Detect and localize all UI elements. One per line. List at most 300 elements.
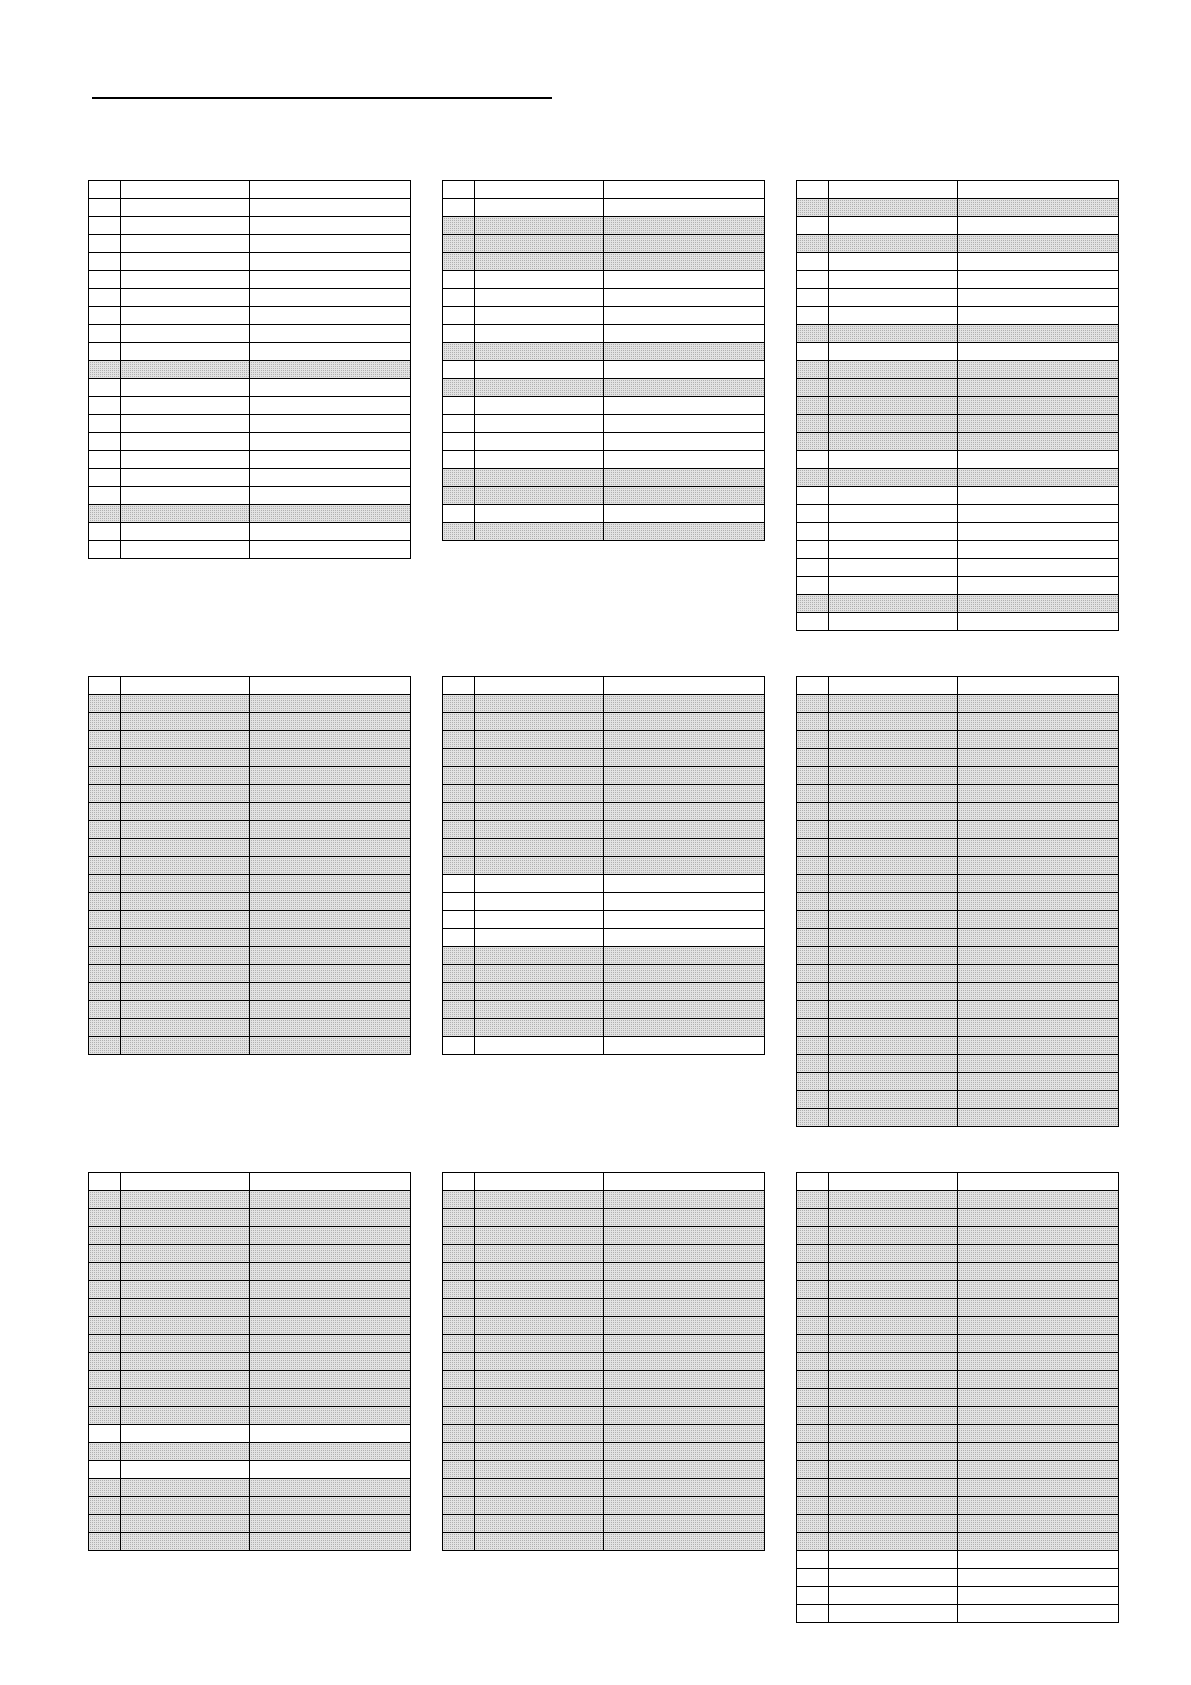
table-cell — [250, 505, 411, 523]
table-cell — [604, 911, 765, 929]
table-cell — [797, 677, 829, 695]
table-cell — [797, 1245, 829, 1263]
table-row — [443, 1425, 765, 1443]
table-row — [797, 695, 1119, 713]
table-cell — [443, 1001, 475, 1019]
table-row — [443, 271, 765, 289]
table-cell — [797, 785, 829, 803]
table-cell — [797, 767, 829, 785]
table-cell — [604, 487, 765, 505]
table-cell — [829, 1091, 958, 1109]
table-cell — [797, 415, 829, 433]
table-cell — [604, 1299, 765, 1317]
table-cell — [958, 1407, 1119, 1425]
table-row — [797, 1263, 1119, 1281]
table-cell — [475, 1001, 604, 1019]
table-cell — [829, 253, 958, 271]
table-cell — [829, 271, 958, 289]
table-cell — [829, 1019, 958, 1037]
table-row — [443, 1407, 765, 1425]
table-row — [797, 1551, 1119, 1569]
table-row — [443, 1209, 765, 1227]
table-cell — [475, 1479, 604, 1497]
table-row — [797, 271, 1119, 289]
table-cell — [443, 217, 475, 235]
table-cell — [958, 523, 1119, 541]
table-cell — [604, 217, 765, 235]
table-row — [89, 1173, 411, 1191]
table-cell — [443, 875, 475, 893]
table-cell — [829, 199, 958, 217]
table-row — [797, 731, 1119, 749]
table-cell — [121, 731, 250, 749]
table-cell — [475, 1299, 604, 1317]
table-cell — [443, 1263, 475, 1281]
table-cell — [829, 1245, 958, 1263]
table-cell — [89, 217, 121, 235]
table-cell — [89, 1461, 121, 1479]
table-row — [797, 1353, 1119, 1371]
table-row — [797, 1371, 1119, 1389]
table-cell — [797, 1209, 829, 1227]
table-cell — [475, 1335, 604, 1353]
table-row — [443, 289, 765, 307]
table-cell — [829, 1335, 958, 1353]
table-cell — [797, 1263, 829, 1281]
table-cell — [604, 1001, 765, 1019]
table-cell — [250, 181, 411, 199]
table-cell — [121, 839, 250, 857]
table-cell — [121, 857, 250, 875]
table-cell — [829, 1281, 958, 1299]
table-row — [443, 1173, 765, 1191]
table-cell — [250, 767, 411, 785]
grid-table-r2c3 — [796, 676, 1119, 1127]
table-cell — [829, 713, 958, 731]
table-cell — [797, 1299, 829, 1317]
table-cell — [475, 1019, 604, 1037]
table-cell — [958, 541, 1119, 559]
table-cell — [829, 505, 958, 523]
table-row — [89, 1371, 411, 1389]
table-cell — [604, 965, 765, 983]
table-cell — [797, 595, 829, 613]
table-cell — [797, 325, 829, 343]
table-row — [797, 1109, 1119, 1127]
table-cell — [89, 325, 121, 343]
table-row — [89, 1191, 411, 1209]
table-cell — [958, 181, 1119, 199]
table-cell — [958, 1335, 1119, 1353]
table-cell — [443, 343, 475, 361]
table-cell — [250, 397, 411, 415]
table-row — [443, 361, 765, 379]
table-row — [797, 1091, 1119, 1109]
table-cell — [797, 1551, 829, 1569]
table-cell — [829, 821, 958, 839]
table-cell — [604, 289, 765, 307]
table-cell — [89, 1037, 121, 1055]
table-cell — [797, 379, 829, 397]
table-row — [797, 767, 1119, 785]
table-row — [797, 613, 1119, 631]
table-cell — [250, 713, 411, 731]
table-cell — [475, 857, 604, 875]
table-cell — [475, 1191, 604, 1209]
table-cell — [443, 1317, 475, 1335]
table-cell — [250, 695, 411, 713]
table-cell — [829, 595, 958, 613]
table-cell — [604, 821, 765, 839]
table-row — [443, 1281, 765, 1299]
table-row — [89, 379, 411, 397]
table-row — [89, 1443, 411, 1461]
table-cell — [958, 965, 1119, 983]
table-cell — [250, 1227, 411, 1245]
table-cell — [829, 1191, 958, 1209]
table-cell — [443, 469, 475, 487]
table-cell — [121, 361, 250, 379]
table-cell — [604, 505, 765, 523]
table-cell — [121, 1263, 250, 1281]
table-cell — [121, 677, 250, 695]
table-cell — [121, 1497, 250, 1515]
table-cell — [443, 839, 475, 857]
table-cell — [604, 199, 765, 217]
table-row — [443, 1353, 765, 1371]
table-cell — [89, 1479, 121, 1497]
table-cell — [475, 1389, 604, 1407]
table-cell — [797, 821, 829, 839]
grid-table-r2c1 — [88, 676, 411, 1055]
table-cell — [475, 1515, 604, 1533]
table-cell — [443, 1245, 475, 1263]
table-cell — [443, 731, 475, 749]
table-cell — [829, 749, 958, 767]
table-cell — [250, 821, 411, 839]
table-cell — [797, 523, 829, 541]
table-row — [89, 1461, 411, 1479]
table-row — [797, 505, 1119, 523]
table-cell — [443, 433, 475, 451]
table-cell — [797, 1407, 829, 1425]
table-cell — [121, 911, 250, 929]
table-row — [443, 713, 765, 731]
table-cell — [121, 875, 250, 893]
table-cell — [475, 785, 604, 803]
table-cell — [797, 253, 829, 271]
table-cell — [443, 379, 475, 397]
table-cell — [797, 271, 829, 289]
table-cell — [250, 1281, 411, 1299]
table-cell — [250, 1019, 411, 1037]
table-cell — [475, 893, 604, 911]
table-cell — [475, 1353, 604, 1371]
table-cell — [829, 1461, 958, 1479]
table-cell — [121, 1461, 250, 1479]
table-cell — [958, 397, 1119, 415]
table-cell — [829, 1037, 958, 1055]
table-cell — [475, 379, 604, 397]
table-cell — [958, 595, 1119, 613]
table-cell — [89, 1317, 121, 1335]
table-cell — [89, 181, 121, 199]
table-cell — [958, 857, 1119, 875]
table-cell — [958, 713, 1119, 731]
table-cell — [250, 803, 411, 821]
table-cell — [121, 379, 250, 397]
table-cell — [829, 523, 958, 541]
table-row — [797, 1019, 1119, 1037]
table-cell — [797, 469, 829, 487]
table-row — [797, 523, 1119, 541]
table-cell — [121, 695, 250, 713]
table-cell — [958, 1587, 1119, 1605]
table-row — [89, 217, 411, 235]
table-row — [797, 821, 1119, 839]
table-cell — [89, 731, 121, 749]
table-cell — [89, 1425, 121, 1443]
table-cell — [121, 289, 250, 307]
table-cell — [443, 929, 475, 947]
table-cell — [475, 1209, 604, 1227]
table-row — [797, 1037, 1119, 1055]
table-row — [797, 875, 1119, 893]
table-cell — [829, 965, 958, 983]
table-cell — [604, 523, 765, 541]
table-cell — [958, 1533, 1119, 1551]
table-cell — [250, 1425, 411, 1443]
table-cell — [958, 1091, 1119, 1109]
table-cell — [958, 929, 1119, 947]
table-cell — [604, 1227, 765, 1245]
table-row — [797, 803, 1119, 821]
table-cell — [958, 343, 1119, 361]
table-cell — [121, 1515, 250, 1533]
table-cell — [475, 1317, 604, 1335]
grid-table-r1c1 — [88, 180, 411, 559]
table-cell — [121, 821, 250, 839]
table-cell — [443, 325, 475, 343]
table-cell — [121, 1389, 250, 1407]
table-cell — [250, 1191, 411, 1209]
table-cell — [604, 1037, 765, 1055]
table-cell — [475, 839, 604, 857]
table-cell — [121, 199, 250, 217]
table-row — [443, 929, 765, 947]
table-cell — [89, 1001, 121, 1019]
table-cell — [250, 1371, 411, 1389]
table-row — [797, 1605, 1119, 1623]
table-row — [797, 677, 1119, 695]
table-cell — [958, 1191, 1119, 1209]
table-cell — [604, 713, 765, 731]
table-cell — [797, 1073, 829, 1091]
table-cell — [797, 695, 829, 713]
table-cell — [443, 983, 475, 1001]
table-cell — [797, 713, 829, 731]
table-cell — [475, 1371, 604, 1389]
table-row — [443, 523, 765, 541]
table-cell — [475, 947, 604, 965]
table-row — [797, 415, 1119, 433]
table-cell — [829, 1371, 958, 1389]
table-row — [89, 541, 411, 559]
grid-table-r1c2 — [442, 180, 765, 541]
table-row — [797, 893, 1119, 911]
table-row — [797, 911, 1119, 929]
table-cell — [89, 1263, 121, 1281]
table-row — [89, 875, 411, 893]
table-cell — [121, 1353, 250, 1371]
table-cell — [443, 487, 475, 505]
table-cell — [443, 289, 475, 307]
table-cell — [797, 505, 829, 523]
table-row — [443, 1245, 765, 1263]
table-cell — [475, 821, 604, 839]
table-row — [89, 1227, 411, 1245]
table-cell — [829, 1569, 958, 1587]
table-cell — [797, 1227, 829, 1245]
table-cell — [121, 1407, 250, 1425]
table-cell — [443, 271, 475, 289]
table-cell — [89, 893, 121, 911]
table-cell — [958, 199, 1119, 217]
table-cell — [250, 1317, 411, 1335]
table-cell — [604, 677, 765, 695]
table-cell — [604, 325, 765, 343]
table-cell — [250, 911, 411, 929]
table-cell — [958, 1515, 1119, 1533]
table-cell — [121, 343, 250, 361]
table-cell — [89, 1281, 121, 1299]
table-cell — [797, 1173, 829, 1191]
table-cell — [797, 361, 829, 379]
table-row — [443, 875, 765, 893]
table-cell — [797, 1389, 829, 1407]
table-cell — [958, 1605, 1119, 1623]
table-cell — [121, 947, 250, 965]
table-row — [443, 235, 765, 253]
table-row — [89, 1515, 411, 1533]
table-row — [89, 307, 411, 325]
table-cell — [475, 695, 604, 713]
table-cell — [443, 1037, 475, 1055]
table-row — [797, 1055, 1119, 1073]
table-cell — [475, 1227, 604, 1245]
table-row — [89, 1497, 411, 1515]
table-cell — [797, 947, 829, 965]
table-cell — [797, 1019, 829, 1037]
table-cell — [958, 1353, 1119, 1371]
table-cell — [604, 1317, 765, 1335]
table-cell — [250, 451, 411, 469]
table-cell — [443, 235, 475, 253]
table-cell — [89, 857, 121, 875]
table-cell — [250, 271, 411, 289]
table-cell — [250, 1497, 411, 1515]
table-cell — [250, 1335, 411, 1353]
table-row — [89, 839, 411, 857]
table-row — [443, 1335, 765, 1353]
table-row — [443, 893, 765, 911]
table-cell — [958, 451, 1119, 469]
table-cell — [797, 1191, 829, 1209]
table-row — [797, 1587, 1119, 1605]
table-row — [89, 731, 411, 749]
table-cell — [604, 307, 765, 325]
table-row — [443, 803, 765, 821]
table-cell — [829, 1407, 958, 1425]
table-row — [443, 505, 765, 523]
grid-table-r2c2 — [442, 676, 765, 1055]
table-cell — [829, 803, 958, 821]
table-cell — [829, 1551, 958, 1569]
table-cell — [475, 469, 604, 487]
table-cell — [604, 1281, 765, 1299]
table-cell — [250, 469, 411, 487]
table-cell — [475, 523, 604, 541]
table-cell — [89, 289, 121, 307]
table-cell — [958, 217, 1119, 235]
table-row — [89, 451, 411, 469]
table-cell — [121, 1425, 250, 1443]
table-cell — [797, 1533, 829, 1551]
table-cell — [797, 1497, 829, 1515]
table-cell — [829, 1173, 958, 1191]
table-cell — [829, 181, 958, 199]
table-cell — [797, 1479, 829, 1497]
table-cell — [797, 1443, 829, 1461]
table-cell — [89, 1533, 121, 1551]
table-cell — [604, 1497, 765, 1515]
table-cell — [89, 1209, 121, 1227]
table-cell — [797, 343, 829, 361]
table-cell — [829, 577, 958, 595]
table-cell — [958, 749, 1119, 767]
table-cell — [958, 271, 1119, 289]
table-cell — [958, 1551, 1119, 1569]
table-cell — [958, 677, 1119, 695]
table-cell — [604, 1263, 765, 1281]
table-row — [89, 1037, 411, 1055]
table-cell — [250, 731, 411, 749]
table-cell — [829, 1389, 958, 1407]
table-cell — [829, 1479, 958, 1497]
table-row — [797, 965, 1119, 983]
table-row — [89, 695, 411, 713]
table-cell — [797, 1055, 829, 1073]
table-cell — [475, 253, 604, 271]
table-cell — [89, 965, 121, 983]
table-cell — [475, 965, 604, 983]
table-cell — [121, 397, 250, 415]
table-cell — [443, 505, 475, 523]
table-cell — [250, 1245, 411, 1263]
table-cell — [958, 1497, 1119, 1515]
table-cell — [797, 217, 829, 235]
table-cell — [89, 253, 121, 271]
table-cell — [958, 307, 1119, 325]
table-cell — [89, 469, 121, 487]
table-row — [89, 803, 411, 821]
table-cell — [443, 1443, 475, 1461]
table-cell — [604, 1443, 765, 1461]
table-cell — [958, 1109, 1119, 1127]
table-cell — [797, 1461, 829, 1479]
table-cell — [958, 839, 1119, 857]
table-cell — [958, 253, 1119, 271]
